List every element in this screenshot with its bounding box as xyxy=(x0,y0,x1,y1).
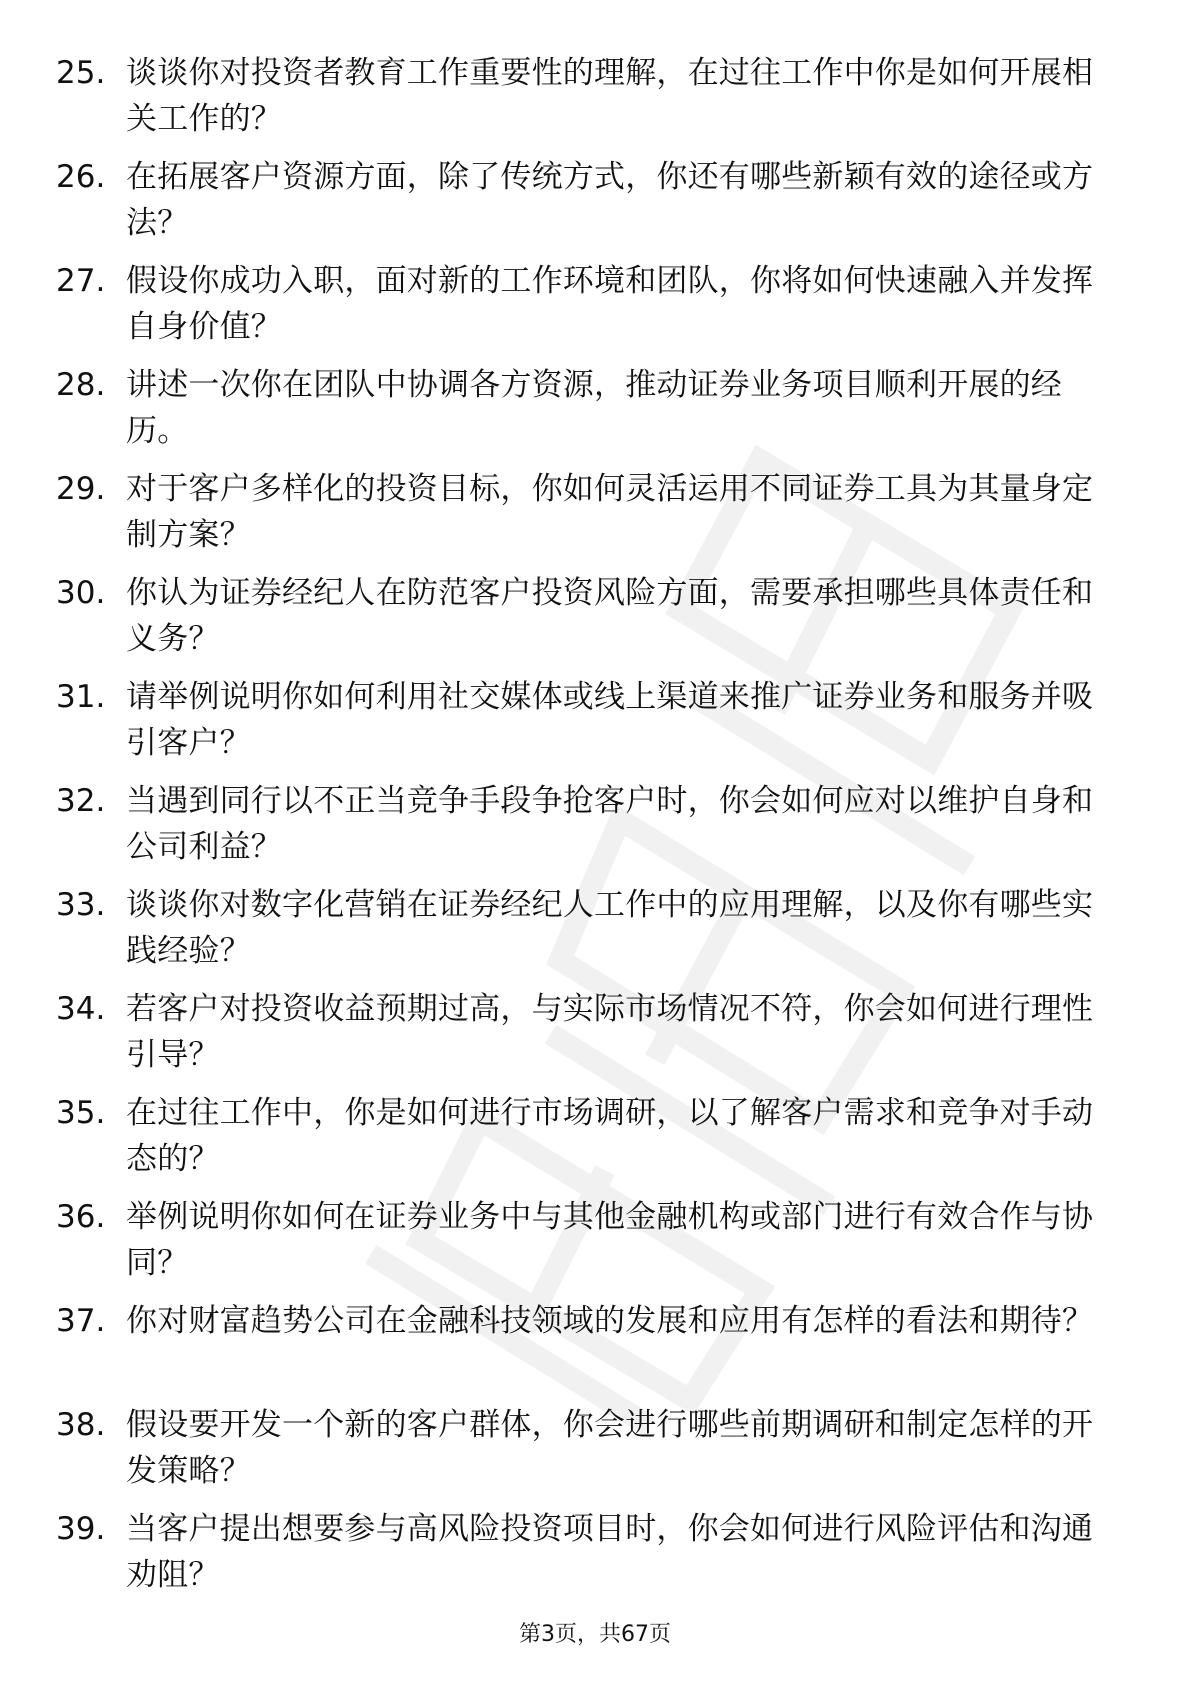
page-footer xyxy=(0,1620,1190,1650)
question-item xyxy=(56,466,1136,570)
question-number: 32. xyxy=(56,783,106,819)
question-item xyxy=(56,1090,1136,1194)
question-number: 34. xyxy=(56,991,106,1027)
question-number: 38. xyxy=(56,1407,106,1443)
question-list xyxy=(56,50,1136,1610)
question-number: 37. xyxy=(56,1303,106,1339)
question-item xyxy=(56,362,1136,466)
question-number: 36. xyxy=(56,1199,106,1235)
page-number-label: 第3页，共67页 xyxy=(519,1622,671,1647)
question-item xyxy=(56,258,1136,362)
question-text: 讲述一次你在团队中协调各方资源，推动证券业务项目顺利开展的经历。 xyxy=(126,367,1062,449)
question-text: 举例说明你如何在证券业务中与其他金融机构或部门进行有效合作与协同？ xyxy=(126,1199,1094,1281)
question-text: 假设要开发一个新的客户群体，你会进行哪些前期调研和制定怎样的开发策略？ xyxy=(126,1407,1094,1489)
question-text: 请举例说明你如何利用社交媒体或线上渠道来推广证券业务和服务并吸引客户？ xyxy=(126,679,1094,761)
question-text: 对于客户多样化的投资目标，你如何灵活运用不同证券工具为其量身定制方案？ xyxy=(126,471,1094,553)
question-number: 39. xyxy=(56,1511,106,1547)
question-number: 25. xyxy=(56,55,106,91)
question-text: 谈谈你对数字化营销在证券经纪人工作中的应用理解，以及你有哪些实践经验？ xyxy=(126,887,1094,969)
question-text: 你对财富趋势公司在金融科技领域的发展和应用有怎样的看法和期待？ xyxy=(126,1303,1094,1339)
question-text: 当遇到同行以不正当竞争手段争抢客户时，你会如何应对以维护自身和公司利益？ xyxy=(126,783,1094,865)
question-item xyxy=(56,1506,1136,1610)
question-item xyxy=(56,1194,1136,1298)
question-item xyxy=(56,50,1136,154)
question-item xyxy=(56,570,1136,674)
question-item xyxy=(56,1298,1136,1402)
question-text: 当客户提出想要参与高风险投资项目时，你会如何进行风险评估和沟通劝阻？ xyxy=(126,1511,1094,1593)
question-text: 你认为证券经纪人在防范客户投资风险方面，需要承担哪些具体责任和义务？ xyxy=(126,575,1094,657)
question-number: 30. xyxy=(56,575,106,611)
question-number: 35. xyxy=(56,1095,106,1131)
question-text: 若客户对投资收益预期过高，与实际市场情况不符，你会如何进行理性引导？ xyxy=(126,991,1094,1073)
question-text: 在拓展客户资源方面，除了传统方式，你还有哪些新颖有效的途径或方法？ xyxy=(126,159,1094,241)
question-item xyxy=(56,674,1136,778)
question-item xyxy=(56,986,1136,1090)
question-number: 31. xyxy=(56,679,106,715)
question-item xyxy=(56,778,1136,882)
question-number: 28. xyxy=(56,367,106,403)
question-item xyxy=(56,154,1136,258)
question-text: 在过往工作中，你是如何进行市场调研，以了解客户需求和竞争对手动态的？ xyxy=(126,1095,1094,1177)
question-text: 假设你成功入职，面对新的工作环境和团队，你将如何快速融入并发挥自身价值？ xyxy=(126,263,1094,345)
question-number: 27. xyxy=(56,263,106,299)
question-item xyxy=(56,882,1136,986)
question-number: 29. xyxy=(56,471,106,507)
question-number: 26. xyxy=(56,159,106,195)
question-item xyxy=(56,1402,1136,1506)
question-number: 33. xyxy=(56,887,106,923)
question-text: 谈谈你对投资者教育工作重要性的理解，在过往工作中你是如何开展相关工作的？ xyxy=(126,55,1094,137)
